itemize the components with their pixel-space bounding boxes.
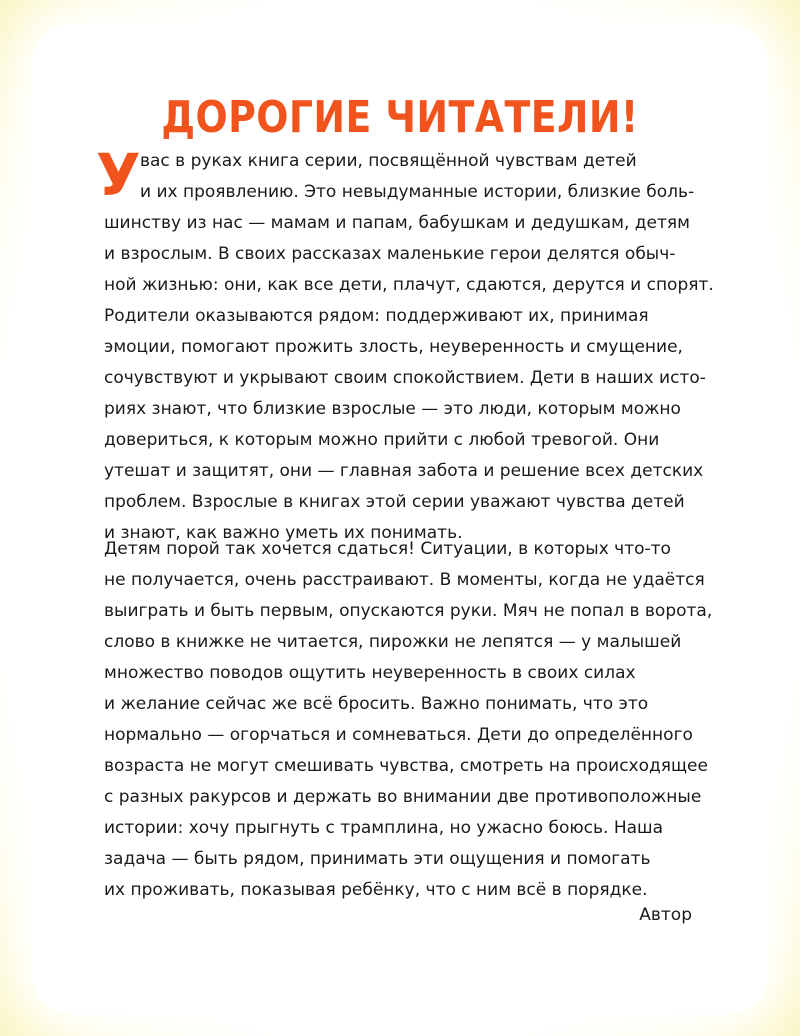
- paragraph-1: [104, 146, 714, 549]
- text-line: сочувствуют и укрывают своим спокойствием. Дети в наших исто-: [104, 368, 706, 388]
- page-title: ДОРОГИЕ ЧИТАТЕЛИ!: [161, 92, 639, 143]
- text-line: Детям порой так хочется сдаться! Ситуации, в которых что-то: [104, 539, 671, 559]
- text-line: утешат и защитят, они — главная забота и решение всех детских: [104, 461, 704, 481]
- text-line: задача — быть рядом, принимать эти ощущения и помогать: [104, 849, 651, 869]
- text-line: и желание сейчас же всё бросить. Важно понимать, что это: [104, 694, 649, 714]
- author-signature: Автор: [639, 905, 692, 925]
- text-line: не получается, очень расстраивают. В моменты, когда не удаётся: [104, 570, 705, 590]
- text-line: эмоции, помогают прожить злость, неуверенность и смущение,: [104, 337, 683, 357]
- text-line: и их проявлению. Это невыдуманные истории, близкие боль-: [140, 182, 695, 202]
- dropcap-letter: У: [96, 141, 141, 209]
- paragraph-2: [104, 534, 713, 906]
- text-line: довериться, к которым можно прийти с любой тревогой. Они: [104, 430, 660, 450]
- text-line: риях знают, что близкие взрослые — это люди, которым можно: [104, 399, 681, 419]
- text-line: слово в книжке не читается, пирожки не лепятся — у малышей: [104, 632, 682, 652]
- text-line: ной жизнью: они, как все дети, плачут, сдаются, дерутся и спорят.: [104, 275, 714, 295]
- text-line: возраста не могут смешивать чувства, смотреть на происходящее: [104, 756, 708, 776]
- text-line: шинству из нас — мамам и папам, бабушкам и дедушкам, детям: [104, 213, 690, 233]
- text-line: Родители оказываются рядом: поддерживают их, принимая: [104, 306, 649, 326]
- text-line: вас в руках книга серии, посвящённой чувствам детей: [140, 151, 637, 171]
- text-line: и знают, как важно уметь их понимать.: [104, 523, 463, 543]
- text-line: нормально — огорчаться и сомневаться. Дети до определённого: [104, 725, 693, 745]
- text-line: множество поводов ощутить неуверенность в своих силах: [104, 663, 636, 683]
- text-line: с разных ракурсов и держать во внимании две противоположные: [104, 787, 702, 807]
- text-line: их проживать, показывая ребёнку, что с ним всё в порядке.: [104, 880, 648, 900]
- text-line: истории: хочу прыгнуть с трамплина, но ужасно боюсь. Наша: [104, 818, 664, 838]
- text-line: выиграть и быть первым, опускаются руки. Мяч не попал в ворота,: [104, 601, 713, 621]
- text-line: и взрослым. В своих рассказах маленькие герои делятся обыч-: [104, 244, 676, 264]
- text-line: проблем. Взрослые в книгах этой серии уважают чувства детей: [104, 492, 685, 512]
